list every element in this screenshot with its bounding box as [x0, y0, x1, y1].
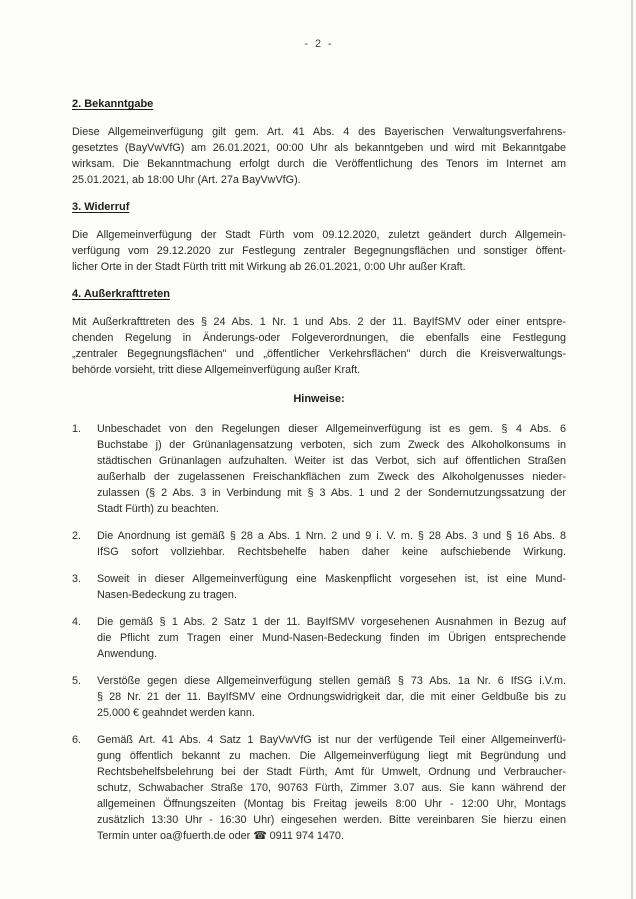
hinweis-item-6: [72, 732, 566, 844]
text-line: Mit Außerkrafttreten des § 24 Abs. 1 Nr. 1 und Abs. 2 der 11. BayIfSMV oder einer entspre-: [72, 316, 566, 328]
item-number: 1.: [72, 423, 82, 435]
item-text: [97, 528, 566, 560]
text-line: 25.000 € geahndet werden kann.: [97, 707, 255, 719]
text-line: zulassen (§ 2 Abs. 3 in Verbindung mit § 3 Abs. 1 und 2 der Sondernutzungssatzung der: [97, 487, 566, 499]
text-line: schutz, Schwabacher Straße 170, 90763 Fürth, Zimmer 3.07 aus. Sie kann während der: [97, 782, 566, 794]
item-number: 6.: [72, 734, 82, 746]
text-line: chenden Regelung in Änderungs-oder Folgeverordnungen, die ebenfalls eine Festlegung: [72, 332, 566, 344]
item-text: [97, 673, 566, 721]
text-line: wirksam. Die Bekanntmachung erfolgt durch die Veröffentlichung des Tenors im Internet am: [72, 158, 566, 170]
section-paragraph-bekanntgabe: [72, 124, 566, 188]
text-line: die Pflicht zum Tragen einer Mund-Nasen-Bedeckung finden im Übrigen entsprechende: [97, 632, 566, 644]
hinweis-item-2: [72, 528, 566, 560]
hinweis-item-4: [72, 614, 566, 662]
text-line: 25.01.2021, ab 18:00 Uhr (Art. 27a BayVwVfG).: [72, 174, 301, 186]
text-line: Gemäß Art. 41 Abs. 4 Satz 1 BayVwVfG ist nur der verfügende Teil einer Allgemeinverfü-: [97, 734, 566, 746]
text-line: städtischen Grünanlagen aufzuhalten. Weiter ist das Verbot, sich auf öffentlichen Straßen: [97, 455, 566, 467]
hinweis-item-1: [72, 421, 566, 517]
hinweis-item-5: [72, 673, 566, 721]
item-number: 2.: [72, 530, 82, 542]
section-heading-widerruf: 3. Widerruf: [72, 201, 130, 213]
text-line: allgemeinen Öffnungszeiten (Montag bis Freitag jeweils 8:00 Uhr - 12:00 Uhr, Montags: [97, 798, 566, 810]
text-line: Soweit in dieser Allgemeinverfügung eine Maskenpflicht vorgesehen ist, ist eine Mund-: [97, 573, 566, 585]
item-text: [97, 421, 566, 517]
text-line: Buchstabe j) der Grünanlagensatzung verboten, sich zum Zweck des Alkoholkonsums in: [97, 439, 566, 451]
hinweis-item-3: [72, 571, 566, 603]
text-line: Diese Allgemeinverfügung gilt gem. Art. 41 Abs. 4 des Bayerischen Verwaltungsverfahrens-: [72, 126, 566, 138]
item-text: [97, 732, 566, 844]
item-number: 5.: [72, 675, 82, 687]
text-line: IfSG sofort vollziehbar. Rechtsbehelfe haben daher keine aufschiebende Wirkung.: [97, 546, 566, 558]
section-ausserkrafttreten: [72, 286, 566, 378]
text-line: gung öffentlich bekannt zu machen. Die Allgemeinverfügung liegt mit Begründung und: [97, 750, 566, 762]
text-line: Verstöße gegen diese Allgemeinverfügung stellen gemäß § 73 Abs. 1a Nr. 6 IfSG i.V.m.: [97, 675, 566, 687]
page-number: - 2 -: [304, 38, 334, 50]
text-line: Termin unter oa@fuerth.de oder ☎ 0911 974 1470.: [97, 830, 344, 842]
text-line: außerhalb der zugelassenen Freischankflächen zum Zweck des Alkoholgenusses nieder-: [97, 471, 566, 483]
text-line: licher Orte in der Stadt Fürth tritt mit Wirkung ab 26.01.2021, 0:00 Uhr außer Kraft.: [72, 261, 466, 273]
text-line: Anwendung.: [97, 648, 158, 660]
section-bekanntgabe: [72, 96, 566, 188]
text-line: Unbeschadet von den Regelungen dieser Allgemeinverfügung ist es gem. § 4 Abs. 6: [97, 423, 566, 435]
hinweise-heading: Hinweise:: [293, 393, 345, 405]
text-line: Die Allgemeinverfügung der Stadt Fürth vom 09.12.2020, zuletzt geändert durch Allgemein-: [72, 229, 566, 241]
item-number: 3.: [72, 573, 82, 585]
text-line: Rechtsbehelfsbelehrung bei der Stadt Fürth, Amt für Umwelt, Ordnung und Verbraucher-: [97, 766, 566, 778]
section-widerruf: [72, 199, 566, 275]
text-line: behörde vorsieht, tritt diese Allgemeinverfügung außer Kraft.: [72, 364, 361, 376]
section-paragraph-ausserkrafttreten: [72, 314, 566, 378]
item-number: 4.: [72, 616, 82, 628]
text-line: § 28 Nr. 21 der 11. BayIfSMV eine Ordnungswidrigkeit dar, die mit einer Geldbuße bis zu: [97, 691, 566, 703]
text-line: verfügung vom 29.12.2020 zur Festlegung zentraler Begegnungsflächen und sonstiger öffent-: [72, 245, 566, 257]
text-line: Stadt Fürth) zu beachten.: [97, 503, 219, 515]
text-line: gesetztes (BayVwVfG) am 26.01.2021, 00:00 Uhr als bekanntgeben und wird mit Bekanntgabe: [72, 142, 566, 154]
text-line: „zentraler Begegnungsflächen" und „öffentlicher Verkehrsflächen" durch die Kreisverwaltungs-: [72, 348, 566, 360]
item-text: [97, 571, 566, 603]
document-content: [72, 0, 566, 844]
item-text: [97, 614, 566, 662]
text-line: Die Anordnung ist gemäß § 28 a Abs. 1 Nrn. 2 und 9 i. V. m. § 28 Abs. 3 und § 16 Abs. 8: [97, 530, 566, 542]
section-heading-bekanntgabe: 2. Bekanntgabe: [72, 98, 154, 110]
text-line: zusätzlich 13:30 Uhr - 16:30 Uhr) eingesehen werden. Bitte vereinbaren Sie hierzu einen: [97, 814, 566, 826]
text-line: Die gemäß § 1 Abs. 2 Satz 1 der 11. BayIfSMV vorgesehenen Ausnahmen in Bezug auf: [97, 616, 566, 628]
text-line: Nasen-Bedeckung zu tragen.: [97, 589, 237, 601]
section-paragraph-widerruf: [72, 227, 566, 275]
section-heading-ausserkrafttreten: 4. Außerkrafttreten: [72, 288, 171, 300]
